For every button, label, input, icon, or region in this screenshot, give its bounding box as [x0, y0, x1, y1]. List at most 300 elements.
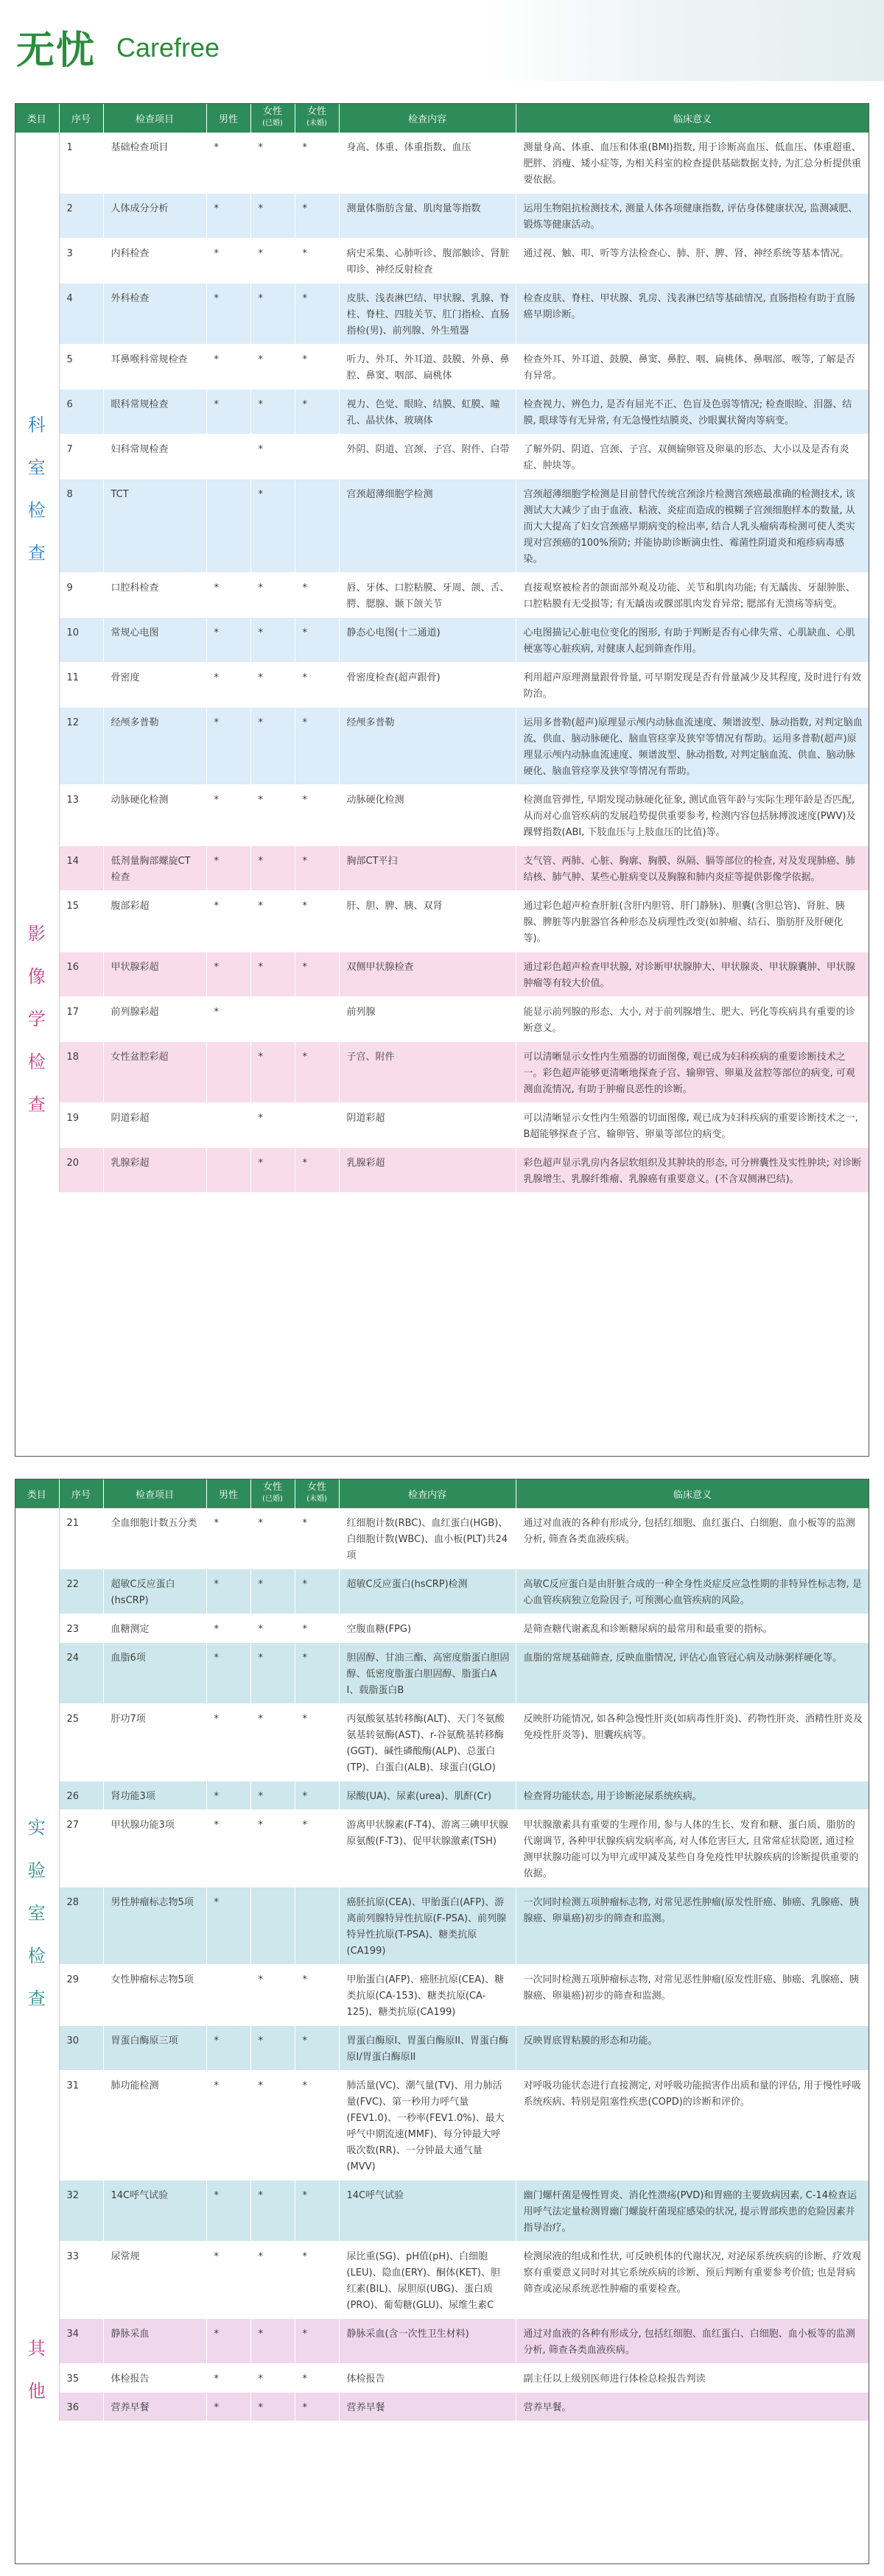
row-male-mark: *	[206, 2242, 250, 2319]
row-female-married-mark: *	[250, 1508, 295, 1569]
table-row	[15, 239, 869, 284]
row-male-mark: *	[206, 997, 250, 1042]
category-other-label: 其他	[27, 2338, 46, 2401]
row-significance: 反映胃底胃粘膜的形态和功能。	[516, 2026, 869, 2071]
row-no: 36	[59, 2393, 103, 2421]
col-female-unmarried	[295, 103, 339, 133]
row-significance: 检测尿液的组成和性状, 可反映机体的代谢状况, 对泌尿系统疾病的诊断、疗效观察有重要意义同时对其它系统疾病的诊断、预后判断有重要参考价值; 也是肾病筛查或泌尿系统恶性肿瘤的重要检查。	[516, 2242, 869, 2319]
row-significance: 检查外耳、外耳道、鼓膜、鼻窦、鼻腔、咽、扁桃体、鼻咽部、喉等, 了解是否有异常。	[516, 345, 869, 390]
table-row	[15, 891, 869, 952]
row-content: 癌胚抗原(CEA)、甲胎蛋白(AFP)、游离前列腺特异性抗原(F-PSA)、前列腺特异性抗原(T-PSA)、糖类抗原(CA199)	[339, 1887, 516, 1965]
row-male-mark: *	[206, 1569, 250, 1614]
row-item: 肺功能检测	[103, 2071, 206, 2181]
col-content: 检查内容	[339, 103, 516, 133]
row-significance: 检查视力、辨色力, 是否有屈光不正、色盲及色弱等情况; 检查眼睑、泪器、结膜, 眼球等有无异常, 有无急慢性结膜炎、沙眼翼状胬肉等病变。	[516, 390, 869, 434]
row-no: 14	[59, 846, 103, 891]
row-male-mark: *	[206, 284, 250, 345]
table-row	[15, 573, 869, 618]
row-item: 胃蛋白酶原三项	[103, 2026, 206, 2071]
row-content: 胆固醇、甘油三酯、高密度脂蛋白胆固醇、低密度脂蛋白胆固醇、脂蛋白A I、载脂蛋白B	[339, 1643, 516, 1704]
col-unmarried-note: (未婚)	[306, 119, 327, 127]
table-row	[15, 133, 869, 194]
row-content: 病史采集、心肺听诊、腹部触诊、肾脏叩诊、神经反射检查	[339, 239, 516, 284]
category-imaging-label: 影像学检查	[27, 923, 46, 1115]
row-male-mark: *	[206, 2364, 250, 2393]
row-significance: 检查皮肤、脊柱、甲状腺、乳房、浅表淋巴结等基础情况, 直肠指检有助于直肠癌早期诊断。	[516, 284, 869, 345]
row-female-married-mark: *	[250, 1042, 295, 1103]
row-significance: 通过彩色超声检查肝脏(含肝内胆管、肝门静脉)、胆囊(含胆总管)、肾脏、胰腺、脾脏等内脏器官各种形态及病理性改变(如肿瘤、结石、脂肪肝及肝硬化等)。	[516, 891, 869, 952]
row-no: 30	[59, 2026, 103, 2071]
row-female-unmarried-mark: *	[295, 1810, 339, 1887]
row-female-unmarried-mark: *	[295, 2393, 339, 2421]
row-female-married-mark: *	[250, 2181, 295, 2242]
row-significance: 副主任以上级别医师进行体检总检报告判读	[516, 2364, 869, 2393]
col-female-married	[250, 1479, 295, 1508]
row-item: 动脉硬化检测	[103, 785, 206, 846]
row-female-unmarried-mark: *	[295, 573, 339, 618]
row-significance: 血脂的常规基础筛查, 反映血脂情况, 评估心血管冠心病及动脉粥样硬化等。	[516, 1643, 869, 1704]
row-female-married-mark: *	[250, 1103, 295, 1148]
row-content: 肺活量(VC)、潮气量(TV)、用力肺活量(FVC)、第一秒用力呼气量(FEV1.0)、一秒率(FEV1.0%)、最大呼气中期流速(MMF)、每分钟最大呼吸次数(RR)、一分钟最大通气量(MVV)	[339, 2071, 516, 2181]
table-row	[15, 2319, 869, 2364]
row-female-married-mark: *	[250, 2393, 295, 2421]
row-female-married-mark: *	[250, 1148, 295, 1193]
row-male-mark: *	[206, 846, 250, 891]
row-content: 皮肤、浅表淋巴结、甲状腺、乳腺、脊柱、脊柱、四肢关节、肛门指检、直肠指检(男)、前列腺、外生殖器	[339, 284, 516, 345]
table-row	[15, 708, 869, 785]
row-female-married-mark: *	[250, 708, 295, 785]
row-significance: 能显示前列腺的形态、大小, 对于前列腺增生、肥大、钙化等疾病具有重要的诊断意义。	[516, 997, 869, 1042]
table-row	[15, 952, 869, 997]
table-row	[15, 434, 869, 479]
row-significance: 宫颈超薄细胞学检测是目前替代传统宫颈涂片检测宫颈癌最准确的检测技术, 该测试大大减少了由于血液、粘液、炎症而造成的模糊子宫颈细胞样本的数量, 从而大大提高了妇女宫颈癌早期病变的检出率, 结合人乳头瘤病毒检测可使人类实现对宫颈癌的100%预防; 并能协助诊断滴虫性、霉菌性阴道炎和疱疹病毒感染。	[516, 479, 869, 573]
row-female-unmarried-mark: *	[295, 1042, 339, 1103]
row-content: 胃蛋白酶原I、胃蛋白酶原II、胃蛋白酶原I/胃蛋白酶原II	[339, 2026, 516, 2071]
table-row	[15, 390, 869, 434]
row-female-unmarried-mark: *	[295, 2071, 339, 2181]
row-female-married-mark: *	[250, 1781, 295, 1810]
row-female-unmarried-mark: *	[295, 708, 339, 785]
row-significance: 通过对血液的各种有形成分, 包括红细胞、血红蛋白、白细胞、血小板等的监测分析, 筛查各类血液疾病。	[516, 2319, 869, 2364]
row-female-unmarried-mark	[295, 1887, 339, 1965]
row-item: 血脂6项	[103, 1643, 206, 1704]
row-significance: 一次同时检测五项肿瘤标志物, 对常见恶性肿瘤(原发性肝癌、肺癌、乳腺癌、胰腺癌、卵巢癌)初步的筛查和监测。	[516, 1965, 869, 2026]
row-male-mark: *	[206, 708, 250, 785]
row-female-unmarried-mark: *	[295, 2026, 339, 2071]
row-item: 经颅多普勒	[103, 708, 206, 785]
row-content: 体检报告	[339, 2364, 516, 2393]
row-female-married-mark: *	[250, 663, 295, 708]
table-row	[15, 1965, 869, 2026]
col-male: 男性	[206, 1479, 250, 1508]
row-significance: 反映肝功能情况, 如各种急慢性肝炎(如病毒性肝炎)、药物性肝炎、酒精性肝炎及免疫性肝炎等)、胆囊疾病等。	[516, 1704, 869, 1781]
row-content: 游离甲状腺素(F-T4)、游离三碘甲状腺原氨酸(F-T3)、促甲状腺激素(TSH)	[339, 1810, 516, 1887]
row-female-unmarried-mark: *	[295, 1643, 339, 1704]
table-row	[15, 1042, 869, 1103]
category-other	[15, 2319, 59, 2421]
row-male-mark	[206, 434, 250, 479]
row-female-unmarried-mark: *	[295, 284, 339, 345]
table-row	[15, 345, 869, 390]
row-item: 低剂量胸部螺旋CT检查	[103, 846, 206, 891]
row-male-mark: *	[206, 785, 250, 846]
col-female-married-label: 女性	[262, 106, 282, 117]
row-content: 14C呼气试验	[339, 2181, 516, 2242]
row-no: 29	[59, 1965, 103, 2026]
col-no: 序号	[59, 1479, 103, 1508]
row-no: 8	[59, 479, 103, 573]
row-content: 静脉采血(含一次性卫生材料)	[339, 2319, 516, 2364]
row-female-married-mark: *	[250, 2364, 295, 2393]
table-row	[15, 1569, 869, 1614]
row-item: 甲状腺彩超	[103, 952, 206, 997]
row-significance: 幽门螺杆菌是慢性胃炎、消化性溃疡(PVD)和胃癌的主要致病因素, C-14检查运用呼气法定量检测胃幽门螺旋杆菌现症感染的状况, 提示胃部疾患的危险因素并指导治疗。	[516, 2181, 869, 2242]
row-female-married-mark	[250, 1887, 295, 1965]
row-item: 口腔科检查	[103, 573, 206, 618]
table-row	[15, 1810, 869, 1887]
row-female-married-mark	[250, 997, 295, 1042]
row-male-mark: *	[206, 390, 250, 434]
row-content: 静态心电图(十二通道)	[339, 618, 516, 663]
col-category: 类目	[15, 1479, 59, 1508]
row-significance: 营养早餐。	[516, 2393, 869, 2421]
table-header-row	[15, 103, 869, 133]
row-male-mark	[206, 1148, 250, 1193]
row-content: 视力、色觉、眼睑、结膜、虹膜、瞳孔、晶状体、玻璃体	[339, 390, 516, 434]
row-no: 22	[59, 1569, 103, 1614]
row-no: 2	[59, 194, 103, 239]
row-significance: 直接观察被检者的颌面部外观及功能、关节和肌肉功能; 有无龋齿、牙龈肿胀、口腔粘膜有无受损等; 有无龋齿或髁部肌肉发育异常; 腮部有无溃疡等病变。	[516, 573, 869, 618]
row-content: 尿比重(SG)、pH值(pH)、白细胞(LEU)、隐血(ERY)、酮体(KET)、胆红素(BIL)、尿胆原(UBG)、蛋白质(PRO)、葡萄糖(GLU)、尿维生素C	[339, 2242, 516, 2319]
row-female-married-mark: *	[250, 846, 295, 891]
category-imaging	[15, 846, 59, 1193]
col-married-note: (已婚)	[262, 1495, 283, 1503]
exam-table-2	[15, 1479, 870, 2421]
row-item: 静脉采血	[103, 2319, 206, 2364]
row-significance: 检测血管弹性, 早期发现动脉硬化征象, 测试血管年龄与实际生理年龄是否匹配, 从而对心血管疾病的发展趋势提供重要参考, 检测内容包括脉搏波速度(PWV)及踝臂指数(ABI, 下肢血压与上肢血压的比值)等。	[516, 785, 869, 846]
row-no: 7	[59, 434, 103, 479]
row-female-unmarried-mark: *	[295, 1704, 339, 1781]
row-significance: 是筛查糖代谢紊乱和诊断糖尿病的最常用和最重要的指标。	[516, 1614, 869, 1643]
row-item: 尿常规	[103, 2242, 206, 2319]
row-female-unmarried-mark: *	[295, 2364, 339, 2393]
row-significance: 一次同时检测五项肿瘤标志物, 对常见恶性肿瘤(原发性肝癌、肺癌、乳腺癌、胰腺癌、卵巢癌)初步的筛查和监测。	[516, 1887, 869, 1965]
row-female-unmarried-mark: *	[295, 2319, 339, 2364]
row-significance: 运用多普勒(超声)原理显示颅内动脉血流速度、频谱波型、脉动指数, 对判定脑血流、供血、脑动脉硬化、脑血管痉挛及狭窄等情况有帮助。运用多普勒(超声)原理显示颅内动脉血流速度、频谱波型、脉动指数, 对判定脑血流、供血、脑动脉硬化、脑血管痉挛及狭窄等情况有帮助。	[516, 708, 869, 785]
row-significance: 了解外阴、阴道、宫颈、子宫、双侧输卵管及卵巢的形态、大小以及是否有炎症、肿块等。	[516, 434, 869, 479]
row-item: 阴道彩超	[103, 1103, 206, 1148]
row-no: 35	[59, 2364, 103, 2393]
row-significance: 运用生物阻抗检测技术, 测量人体各项健康指数, 评估身体健康状况, 监测减肥、锻炼等健康活动。	[516, 194, 869, 239]
col-unmarried-note: (未婚)	[306, 1495, 327, 1503]
row-female-unmarried-mark: *	[295, 1148, 339, 1193]
row-male-mark: *	[206, 1643, 250, 1704]
table-row	[15, 2026, 869, 2071]
table-row	[15, 846, 869, 891]
row-female-married-mark: *	[250, 952, 295, 997]
row-content: 听力、外耳、外耳道、鼓膜、外鼻、鼻腔、鼻窦、咽部、扁桃体	[339, 345, 516, 390]
row-no: 27	[59, 1810, 103, 1887]
row-no: 21	[59, 1508, 103, 1569]
table-row	[15, 997, 869, 1042]
table-row	[15, 284, 869, 345]
row-item: 营养早餐	[103, 2393, 206, 2421]
row-content: 身高、体重、体重指数、血压	[339, 133, 516, 194]
row-male-mark	[206, 1103, 250, 1148]
row-content: 唇、牙体、口腔粘膜、牙周、颌、舌、腭、腮腺、颞下颌关节	[339, 573, 516, 618]
row-female-married-mark: *	[250, 2319, 295, 2364]
table-row	[15, 1103, 869, 1148]
row-item: 血糖测定	[103, 1614, 206, 1643]
row-male-mark: *	[206, 2393, 250, 2421]
row-content: 经颅多普勒	[339, 708, 516, 785]
row-female-unmarried-mark: *	[295, 1781, 339, 1810]
row-content: 丙氨酸氨基转移酶(ALT)、天门冬氨酸氨基转氨酶(AST)、r-谷氨酰基转移酶(GGT)、碱性磷酸酶(ALP)、总蛋白(TP)、白蛋白(ALB)、球蛋白(GLO)	[339, 1704, 516, 1781]
col-significance: 临床意义	[516, 103, 869, 133]
row-female-married-mark: *	[250, 891, 295, 952]
table-row	[15, 2242, 869, 2319]
row-item: 骨密度	[103, 663, 206, 708]
row-male-mark: *	[206, 1614, 250, 1643]
row-male-mark: *	[206, 1508, 250, 1569]
row-male-mark: *	[206, 239, 250, 284]
row-female-unmarried-mark: *	[295, 345, 339, 390]
row-female-married-mark: *	[250, 1614, 295, 1643]
row-female-married-mark: *	[250, 1704, 295, 1781]
row-significance: 测量身高、体重、血压和体重(BMI)指数, 用于诊断高血压、低血压、体重超重、肥胖、消瘦、矮小症等, 为相关科室的检查提供基础数据支持, 为汇总分析提供重要依据。	[516, 133, 869, 194]
row-female-unmarried-mark: *	[295, 785, 339, 846]
row-no: 20	[59, 1148, 103, 1193]
table-row	[15, 663, 869, 708]
table-header-row	[15, 1479, 869, 1508]
row-no: 11	[59, 663, 103, 708]
row-content: 空腹血糖(FPG)	[339, 1614, 516, 1643]
row-no: 25	[59, 1704, 103, 1781]
row-male-mark: *	[206, 1704, 250, 1781]
row-female-unmarried-mark: *	[295, 2242, 339, 2319]
row-male-mark: *	[206, 573, 250, 618]
table-row	[15, 785, 869, 846]
row-male-mark: *	[206, 194, 250, 239]
row-male-mark: *	[206, 618, 250, 663]
table-row	[15, 1508, 869, 1569]
col-significance: 临床意义	[516, 1479, 869, 1508]
row-female-unmarried-mark: *	[295, 2181, 339, 2242]
row-no: 33	[59, 2242, 103, 2319]
col-female-unmarried-label: 女性	[306, 106, 326, 117]
row-no: 10	[59, 618, 103, 663]
brand-title-cn: 无忧	[16, 29, 97, 73]
row-item: 外科检查	[103, 284, 206, 345]
row-no: 32	[59, 2181, 103, 2242]
row-item: 前列腺彩超	[103, 997, 206, 1042]
category-dept	[15, 133, 59, 846]
row-no: 4	[59, 284, 103, 345]
table-row	[15, 2181, 869, 2242]
brand-title-en: Carefree	[116, 32, 220, 63]
row-female-unmarried-mark: *	[295, 194, 339, 239]
row-item: 眼科常规检查	[103, 390, 206, 434]
row-item: 男性肿瘤标志物5项	[103, 1887, 206, 1965]
row-female-married-mark: *	[250, 785, 295, 846]
row-female-married-mark: *	[250, 618, 295, 663]
row-female-unmarried-mark	[295, 479, 339, 573]
row-female-married-mark: *	[250, 1643, 295, 1704]
row-female-unmarried-mark: *	[295, 133, 339, 194]
table-row	[15, 479, 869, 573]
row-male-mark: *	[206, 1781, 250, 1810]
row-content: 超敏C反应蛋白(hsCRP)检测	[339, 1569, 516, 1614]
row-content: 骨密度检查(超声跟骨)	[339, 663, 516, 708]
row-male-mark: *	[206, 2071, 250, 2181]
col-item: 检查项目	[103, 103, 206, 133]
row-content: 阴道彩超	[339, 1103, 516, 1148]
table-row	[15, 618, 869, 663]
row-no: 9	[59, 573, 103, 618]
row-male-mark: *	[206, 2026, 250, 2071]
row-male-mark: *	[206, 345, 250, 390]
row-male-mark: *	[206, 891, 250, 952]
row-significance: 通过彩色超声检查甲状腺, 对诊断甲状腺肿大、甲状腺炎、甲状腺囊肿、甲状腺肿瘤等有较大价值。	[516, 952, 869, 997]
row-male-mark: *	[206, 952, 250, 997]
row-female-married-mark: *	[250, 479, 295, 573]
row-female-unmarried-mark	[295, 1103, 339, 1148]
row-item: 肾功能3项	[103, 1781, 206, 1810]
col-female-unmarried	[295, 1479, 339, 1508]
row-content: 宫颈超薄细胞学检测	[339, 479, 516, 573]
row-content: 乳腺彩超	[339, 1148, 516, 1193]
col-category: 类目	[15, 103, 59, 133]
row-male-mark	[206, 1965, 250, 2026]
row-item: 耳鼻喉科常规检查	[103, 345, 206, 390]
row-significance: 支气管、两肺、心脏、胸廓、胸膜、纵隔、膈等部位的检查, 对及发现肺癌、肺结核、肺气肿、某些心脏病变以及胸腺和肺内炎症等提供影像学依据。	[516, 846, 869, 891]
row-female-unmarried-mark: *	[295, 663, 339, 708]
row-item: 女性盆腔彩超	[103, 1042, 206, 1103]
col-female-married	[250, 103, 295, 133]
row-female-unmarried-mark: *	[295, 952, 339, 997]
col-female-married-label: 女性	[262, 1482, 282, 1493]
row-female-unmarried-mark: *	[295, 891, 339, 952]
row-significance: 高敏C反应蛋白是由肝脏合成的一种全身性炎症反应急性期的非特异性标志物, 是心血管疾病独立危险因子, 可预测心血管疾病的风险。	[516, 1569, 869, 1614]
row-content: 动脉硬化检测	[339, 785, 516, 846]
row-content: 前列腺	[339, 997, 516, 1042]
row-no: 5	[59, 345, 103, 390]
row-item: 超敏C反应蛋白(hsCRP)	[103, 1569, 206, 1614]
row-male-mark	[206, 479, 250, 573]
row-item: 全血细胞计数五分类	[103, 1508, 206, 1569]
row-no: 12	[59, 708, 103, 785]
row-item: 人体成分分析	[103, 194, 206, 239]
row-female-married-mark: *	[250, 345, 295, 390]
table-row	[15, 2393, 869, 2421]
row-significance: 心电图描记心脏电位变化的图形, 有助于判断是否有心律失常、心肌缺血、心肌梗塞等心脏疾病, 对健康人起到筛查作用。	[516, 618, 869, 663]
col-male: 男性	[206, 103, 250, 133]
row-male-mark: *	[206, 2319, 250, 2364]
row-item: 内科检查	[103, 239, 206, 284]
row-item: 肝功7项	[103, 1704, 206, 1781]
row-significance: 彩色超声显示乳房内各层软组织及其肿块的形态, 可分辨囊性及实性肿块; 对诊断乳腺增生、乳腺纤维瘤、乳腺癌有重要意义。(不含双侧淋巴结)。	[516, 1148, 869, 1193]
col-content: 检查内容	[339, 1479, 516, 1508]
row-female-married-mark: *	[250, 1810, 295, 1887]
row-no: 3	[59, 239, 103, 284]
category-lab	[15, 1508, 59, 2319]
row-female-married-mark: *	[250, 194, 295, 239]
row-item: 基础检查项目	[103, 133, 206, 194]
row-female-unmarried-mark: *	[295, 618, 339, 663]
row-male-mark: *	[206, 1887, 250, 1965]
row-item: 甲状腺功能3项	[103, 1810, 206, 1887]
row-significance: 甲状腺激素具有重要的生理作用, 参与人体的生长、发育和糖、蛋白质、脂肪的代谢调节, 各种甲状腺疾病发病率高, 对人体危害巨大, 且常常症状隐匿, 通过检测甲状腺功能可以为甲亢或甲减及某些自身免疫性甲状腺疾病的诊断提供重要的依据。	[516, 1810, 869, 1887]
row-female-married-mark: *	[250, 573, 295, 618]
row-male-mark: *	[206, 2181, 250, 2242]
row-male-mark: *	[206, 663, 250, 708]
table-row	[15, 1148, 869, 1193]
row-content: 外阴、阴道、宫颈、子宫、附件、白带	[339, 434, 516, 479]
row-no: 13	[59, 785, 103, 846]
row-significance: 利用超声原理测量跟骨骨量, 可早期发现是否有骨量减少及其程度, 及时进行有效防治。	[516, 663, 869, 708]
row-female-married-mark: *	[250, 2026, 295, 2071]
table-row	[15, 2071, 869, 2181]
table-row	[15, 1704, 869, 1781]
row-male-mark	[206, 1042, 250, 1103]
row-female-married-mark: *	[250, 1569, 295, 1614]
table-row	[15, 1887, 869, 1965]
col-no: 序号	[59, 103, 103, 133]
row-no: 31	[59, 2071, 103, 2181]
row-female-married-mark: *	[250, 133, 295, 194]
row-female-married-mark: *	[250, 284, 295, 345]
row-male-mark: *	[206, 1810, 250, 1887]
row-female-unmarried-mark: *	[295, 1508, 339, 1569]
row-content: 营养早餐	[339, 2393, 516, 2421]
row-no: 18	[59, 1042, 103, 1103]
row-significance: 可以清晰显示女性内生殖器的切面图像, 观已成为妇科疾病的重要诊断技术之一。彩色超声能够更清晰地探查子宫、输卵管、卵巢及盆腔等部位的病变, 可观测血流情况, 有助于肿瘤良恶性的诊断。	[516, 1042, 869, 1103]
row-content: 胸部CT平扫	[339, 846, 516, 891]
row-female-unmarried-mark	[295, 997, 339, 1042]
row-no: 34	[59, 2319, 103, 2364]
row-female-unmarried-mark: *	[295, 1569, 339, 1614]
row-content: 双侧甲状腺检查	[339, 952, 516, 997]
col-married-note: (已婚)	[262, 119, 283, 127]
row-content: 甲胎蛋白(AFP)、癌胚抗原(CEA)、糖类抗原(CA-153)、糖类抗原(CA-125)、糖类抗原(CA199)	[339, 1965, 516, 2026]
page-header	[0, 0, 884, 81]
row-female-married-mark: *	[250, 390, 295, 434]
row-no: 19	[59, 1103, 103, 1148]
row-item: 女性肿瘤标志物5项	[103, 1965, 206, 2026]
row-item: 体检报告	[103, 2364, 206, 2393]
table-row	[15, 194, 869, 239]
row-significance: 对呼吸功能状态进行直接测定, 对呼吸功能损害作出质和量的评估, 用于慢性呼吸系统疾病、特别是阻塞性疾患(COPD)的诊断和评价。	[516, 2071, 869, 2181]
row-female-unmarried-mark: *	[295, 390, 339, 434]
row-content: 尿酸(UA)、尿素(urea)、肌酐(Cr)	[339, 1781, 516, 1810]
row-no: 28	[59, 1887, 103, 1965]
col-item: 检查项目	[103, 1479, 206, 1508]
row-content: 子宫、附件	[339, 1042, 516, 1103]
row-female-married-mark: *	[250, 2071, 295, 2181]
category-lab-label: 实验室检查	[27, 1817, 46, 2009]
row-item: 妇科常规检查	[103, 434, 206, 479]
row-female-married-mark: *	[250, 2242, 295, 2319]
row-significance: 通过视、触、叩、听等方法检查心、肺、肝、脾、肾、神经系统等基本情况。	[516, 239, 869, 284]
table-row	[15, 1643, 869, 1704]
row-no: 26	[59, 1781, 103, 1810]
row-item: 乳腺彩超	[103, 1148, 206, 1193]
row-female-unmarried-mark: *	[295, 239, 339, 284]
row-no: 23	[59, 1614, 103, 1643]
row-item: 14C呼气试验	[103, 2181, 206, 2242]
row-significance: 检查肾功能状态, 用于诊断泌尿系统疾病。	[516, 1781, 869, 1810]
category-dept-label: 科室检查	[27, 415, 46, 563]
